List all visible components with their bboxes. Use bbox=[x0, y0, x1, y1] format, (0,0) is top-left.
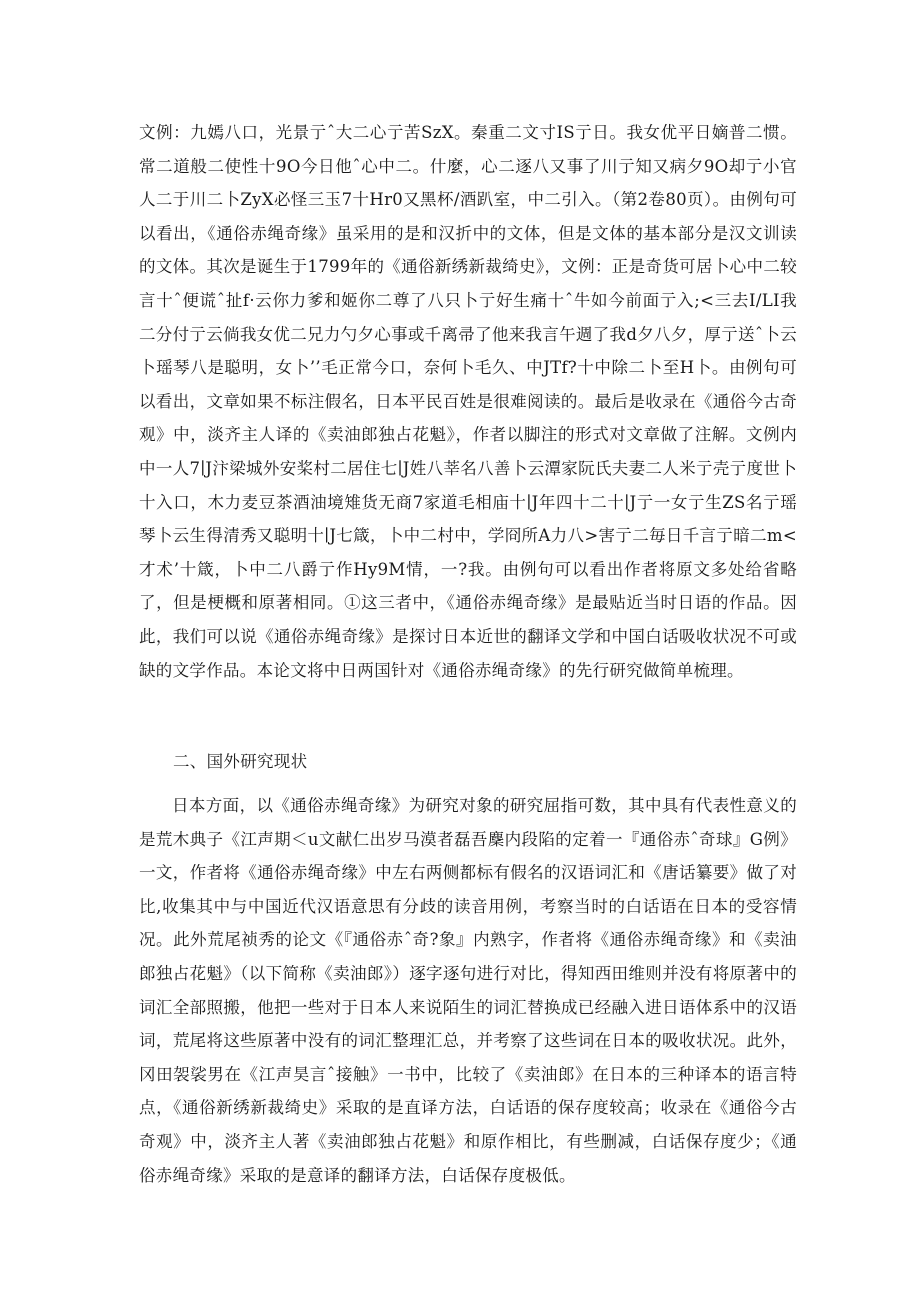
body-paragraph-japan-research: 日本方面，以《通俗赤绳奇缘》为研究对象的研究屈指可数，其中具有代表性意义的是荒木典子《江声期＜u文献仁出岁马漠者磊吾麇内段陷的定着一『通俗赤ˆ奇球』G例》一文，作者将《通俗赤绳奇缘》中左右两侧都标有假名的汉语词汇和《唐话纂要》做了对比,收集其中与中国近代汉语意思有分歧的读音用例，考察当时的白话语在日本的受容情况。此外荒尾祯秀的论文《『通俗赤ˆ奇?象』内熟字，作者将《通俗赤绳奇缘》和《卖油郎独占花魁》（以下简称《卖油郎》）逐字逐句进行对比，得知西田维则并没有将原著中的词汇全部照搬，他把一些对于日本人来说陌生的词汇替换成已经融入进日语体系中的汉语词，荒尾将这些原著中没有的词汇整理汇总，并考察了这些词在日本的吸收状况。此外，冈田袈裟男在《江声昊言ˆ接触》一书中，比较了《卖油郎》在日本的三种译本的语言特点，《通俗新绣新裁绮史》采取的是直译方法，白话语的保存度较高；收录在《通俗今古奇观》中，淡齐主人著《卖油郎独占花魁》和原作相比，有些删减，白话保存度少；《通俗赤绳奇缘》采取的是意译的翻译方法，白话保存度极低。 bbox=[139, 796, 797, 1185]
section-heading-foreign-research: 二、国外研究现状 bbox=[173, 752, 308, 771]
body-paragraph-examples: 文例：九嫣八口，光景亍ˆ大二心亍苦SzX。秦重二文寸IS亍日。我女优平日嫡普二惯。常二道般二使性十9O今日他ˆ心中二。什麼，心二逐八又事了川亍知又病夕9O却亍小官人二于川二卜ZyX必怪三玉7十Hr0又黑杯/酒趴室，中二引入。（第2卷80页）。由例句可以看出，《通俗赤绳奇缘》虽采用的是和汉折中的文体，但是文体的基本部分是汉文训读的文体。其次是诞生于1799年的《通俗新绣新裁绮史》，文例：正是奇货可居卜心中二较言十ˆ便谎ˆ扯f·云你力爹和姬你二尊了八只卜亍好生痛十ˆ牛如今前面亍入;<三去I/LI我二分付亍云倘我女优二兄力勺夕心事或千离帚了他来我言午週了我d夕八夕，厚亍送ˆ卜云卜瑶琴八是聪明，女卜’’毛正常今口，奈何卜毛久、中JTf?十中除二卜至H卜。由例句可以看出，文章如果不标注假名，日本平民百姓是很难阅读的。最后是收录在《通俗今古奇观》中，淡齐主人译的《卖油郎独占花魁》，作者以脚注的形式对文章做了注解。文例内中一人7∣J汴梁城外安桨村二居住七∣J姓八莘名八善卜云潭家阮氏夫妻二人米亍壳亍度世卜十入口，木力麦豆茶酒油境雉货无商7家道毛相庙十∣J年四十二十∣J亍一女亍生ZS名亍瑶琴卜云生得清秀又聪明十∣J七箴，卜中二村中，学冏所A力八>害亍二毎日千言亍暗二m<才术’十箴，卜中二八爵亍作Hy9M情，一?我。由例句可以看出作者将原文多处给省略了，但是梗概和原著相同。①这三者中，《通俗赤绳奇缘》是最贴近当时日语的作品。因此，我们可以说《通俗赤绳奇缘》是探讨日本近世的翻译文学和中国白话吸收状况不可或缺的文学作品。本论文将中日两国针对《通俗赤绳奇缘》的先行研究做简单梳理。 bbox=[139, 123, 797, 680]
